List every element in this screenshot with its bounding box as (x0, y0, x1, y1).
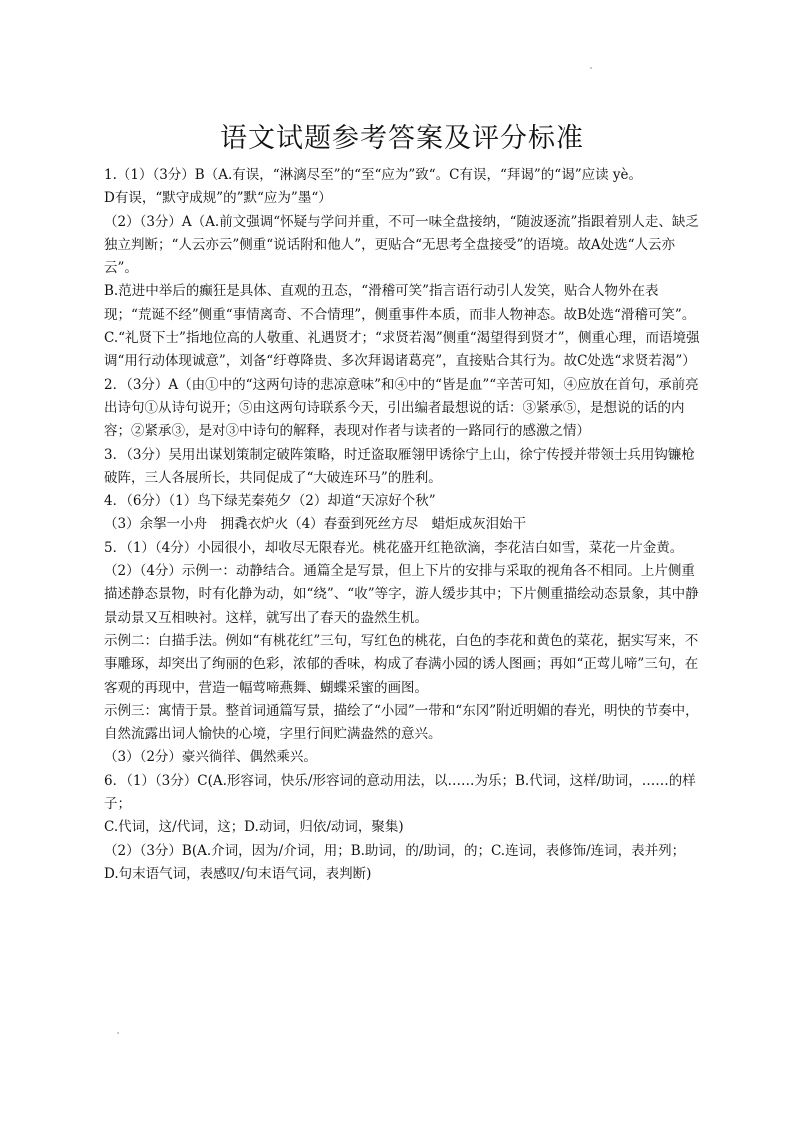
answer-paragraph: （3）余挐一小舟 拥毳衣炉火（4）春蚕到死丝方尽 蜡炬成灰泪始干 (104, 516, 527, 533)
answer-paragraph: D.句末语气词，表感叹/句末语气词，表判断) (104, 865, 372, 882)
answer-paragraph: C.“礼贤下士”指地位高的人敬重、礼遇贤才；“求贤若渴”侧重“渴望得到贤才”，侧重心理，而语境强调“用行动体现诚意”，刘备“纡尊降贵、多次拜谒诸葛亮”，直接贴合其行为。故C处选“求贤若渴”） (104, 330, 700, 370)
answer-document (104, 120, 700, 886)
answer-paragraph: 3．（3分）吴用出谋划策制定破阵策略，时迁盗取雁翎甲诱徐宁上山，徐宁传授并带领士兵用钩镰枪破阵，三人各展所长，共同促成了“大破连环马”的胜利。 (104, 446, 695, 486)
answer-paragraph: （2）（4分）示例一：动静结合。通篇全是写景，但上下片的安排与采取的视角各不相同。上片侧重描述静态景物，时有化静为动，如“绕”、“收”等字，游人缓步其中；下片侧重描绘动态景象，其中静景动景又互相映衬。这样，就写出了春天的盎然生机。 (104, 563, 699, 626)
answer-paragraph: 2．（3分）A（由①中的“这两句诗的悲凉意味”和④中的“皆是血”“辛苦可知，④应放在首句，承前亮出诗句①从诗句说开；⑤由这两句诗联系今天，引出编者最想说的话：③紧承⑤，是想说的话的内容；②紧承③，是对③中诗句的解释，表现对作者与读者的一路同行的感激之情） (104, 376, 699, 440)
answer-paragraph: 示例三：寓情于景。整首词通篇写景，描绘了“小园”一带和“东冈”附近明媚的春光，明快的节奏中，自然流露出词人愉快的心境，字里行间贮满盎然的意兴。 (104, 702, 699, 743)
answer-paragraph: C.代词，这/代词，这；D.动词，归依/动词，聚集) (104, 819, 404, 836)
scan-speck (117, 1032, 119, 1034)
answer-paragraph: （2）（3分）B(A.介词，因为/介词，用；B.助词，的/助词，的；C.连词，表修饰/连词，表并列； (104, 842, 686, 859)
answer-paragraph: D有误，“默守成规”的”默“应为”墨“） (104, 190, 332, 207)
answer-paragraph: 4．（6分）（1）鸟下绿芜秦苑夕（2）却道“天凉好个秋” (104, 493, 436, 510)
answer-body (104, 164, 700, 886)
document-title: 语文试题参考答案及评分标准 (220, 123, 584, 154)
answer-paragraph: B.范进中举后的癫狂是具体、直观的丑态，“滑稽可笑”指言语行动引人发笑，贴合人物外在表现；“荒诞不经”侧重“事情离奇、不合情理”，侧重事件本质，而非人物神态。故B处选“滑稽可笑”。 (104, 283, 696, 323)
answer-paragraph: 5．（1）（4分）小园很小，却收尽无限春光。桃花盛开红艳欲滴，李花洁白如雪，菜花一片金黄。 (104, 539, 684, 556)
answer-paragraph: （3）（2分）豪兴徜徉、偶然乘兴。 (104, 749, 317, 766)
answer-paragraph: 6．（1）（3分）C(A.形容词，快乐/形容词的意动用法，以……为乐；B.代词，这样/助词，……的样子； (104, 772, 696, 813)
answer-paragraph: （2）（3分）A（A.前文强调“怀疑与学问并重，不可一味全盘接纳，“随波逐流”指跟着别人走、缺乏独立判断；“人云亦云”侧重“说话附和他人”，更贴合“无思考全盘接受”的语境。故A处选“人云亦云”。 (104, 213, 699, 277)
answer-paragraph: 示例二：白描手法。例如“有桃花红”三句，写红色的桃花，白色的李花和黄色的菜花，据实写来，不事雕琢，却突出了绚丽的色彩，浓郁的香味，构成了春满小园的诱人图画；再如“正莺儿啼”三句，在客观的再现中，营造一幅莺啼燕舞、蝴蝶采蜜的画图。 (104, 632, 699, 696)
answer-paragraph: 1.（1）（3分）B（A.有误，“淋漓尽至”的“至“应为”致“。C有误，“拜谒”的“谒”应读 yè。 (104, 167, 643, 183)
scan-speck (590, 67, 592, 69)
